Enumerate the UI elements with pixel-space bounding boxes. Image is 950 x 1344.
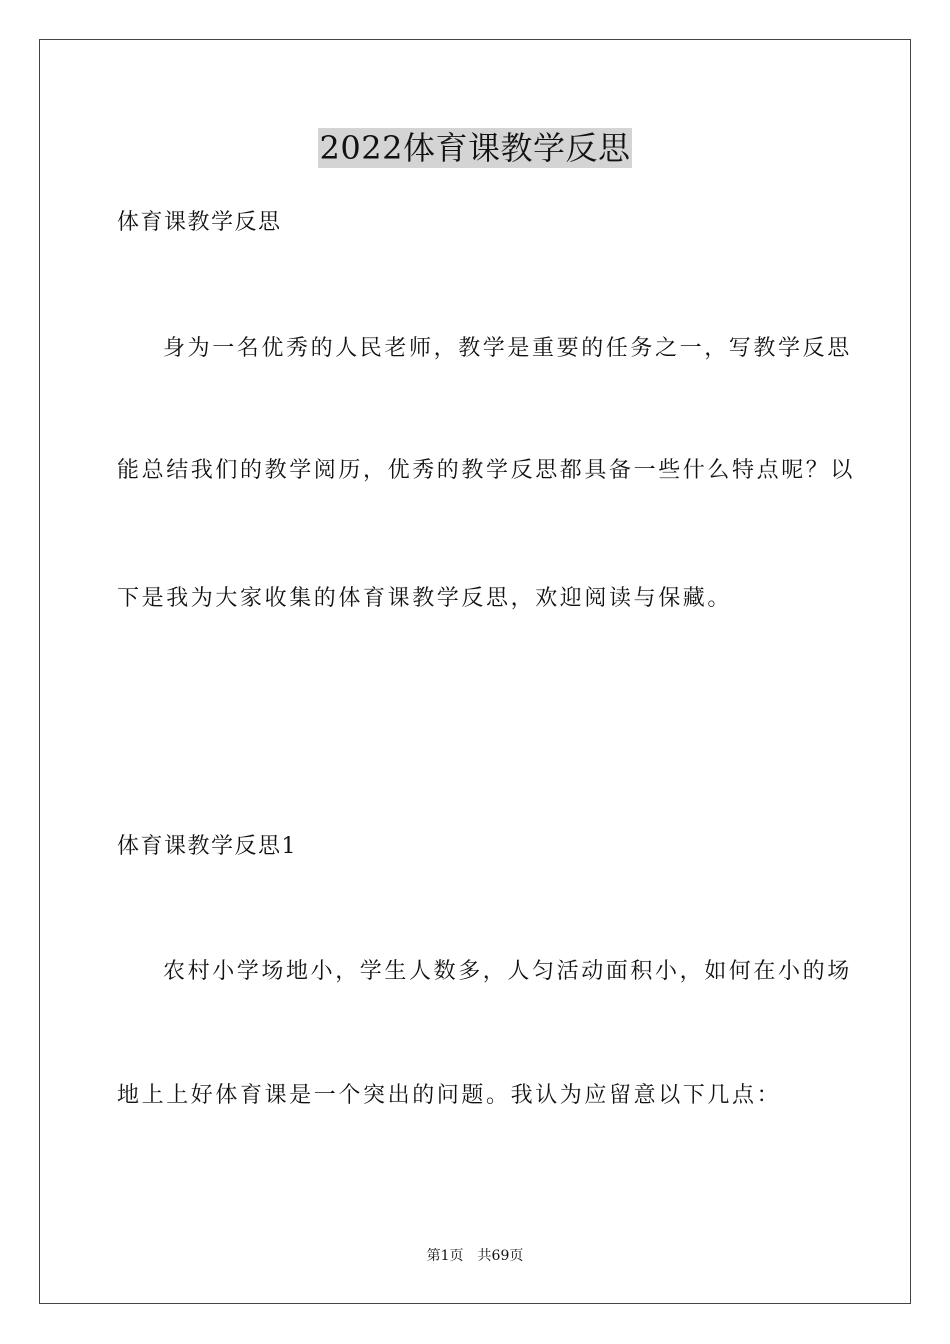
page-footer [0, 1247, 950, 1265]
section1-line-2: 地上上好体育课是一个突出的问题。我认为应留意以下几点： [117, 1083, 782, 1108]
section1-heading: 体育课教学反思1 [117, 834, 297, 859]
page-total: 共69页 [477, 1248, 524, 1264]
intro-line-3: 下是我为大家收集的体育课教学反思，欢迎阅读与保藏。 [117, 586, 733, 611]
section1-line-1: 农村小学场地小，学生人数多，人匀活动面积小，如何在小的场 [163, 959, 852, 984]
title-wrap [0, 128, 950, 168]
intro-line-2: 能总结我们的教学阅历，优秀的教学反思都具备一些什么特点呢？以 [117, 458, 856, 483]
page-number: 第1页 [426, 1248, 464, 1264]
subtitle: 体育课教学反思 [117, 210, 282, 235]
document-title: 2022体育课教学反思 [319, 129, 631, 167]
intro-line-1: 身为一名优秀的人民老师，教学是重要的任务之一，写教学反思 [163, 336, 852, 361]
